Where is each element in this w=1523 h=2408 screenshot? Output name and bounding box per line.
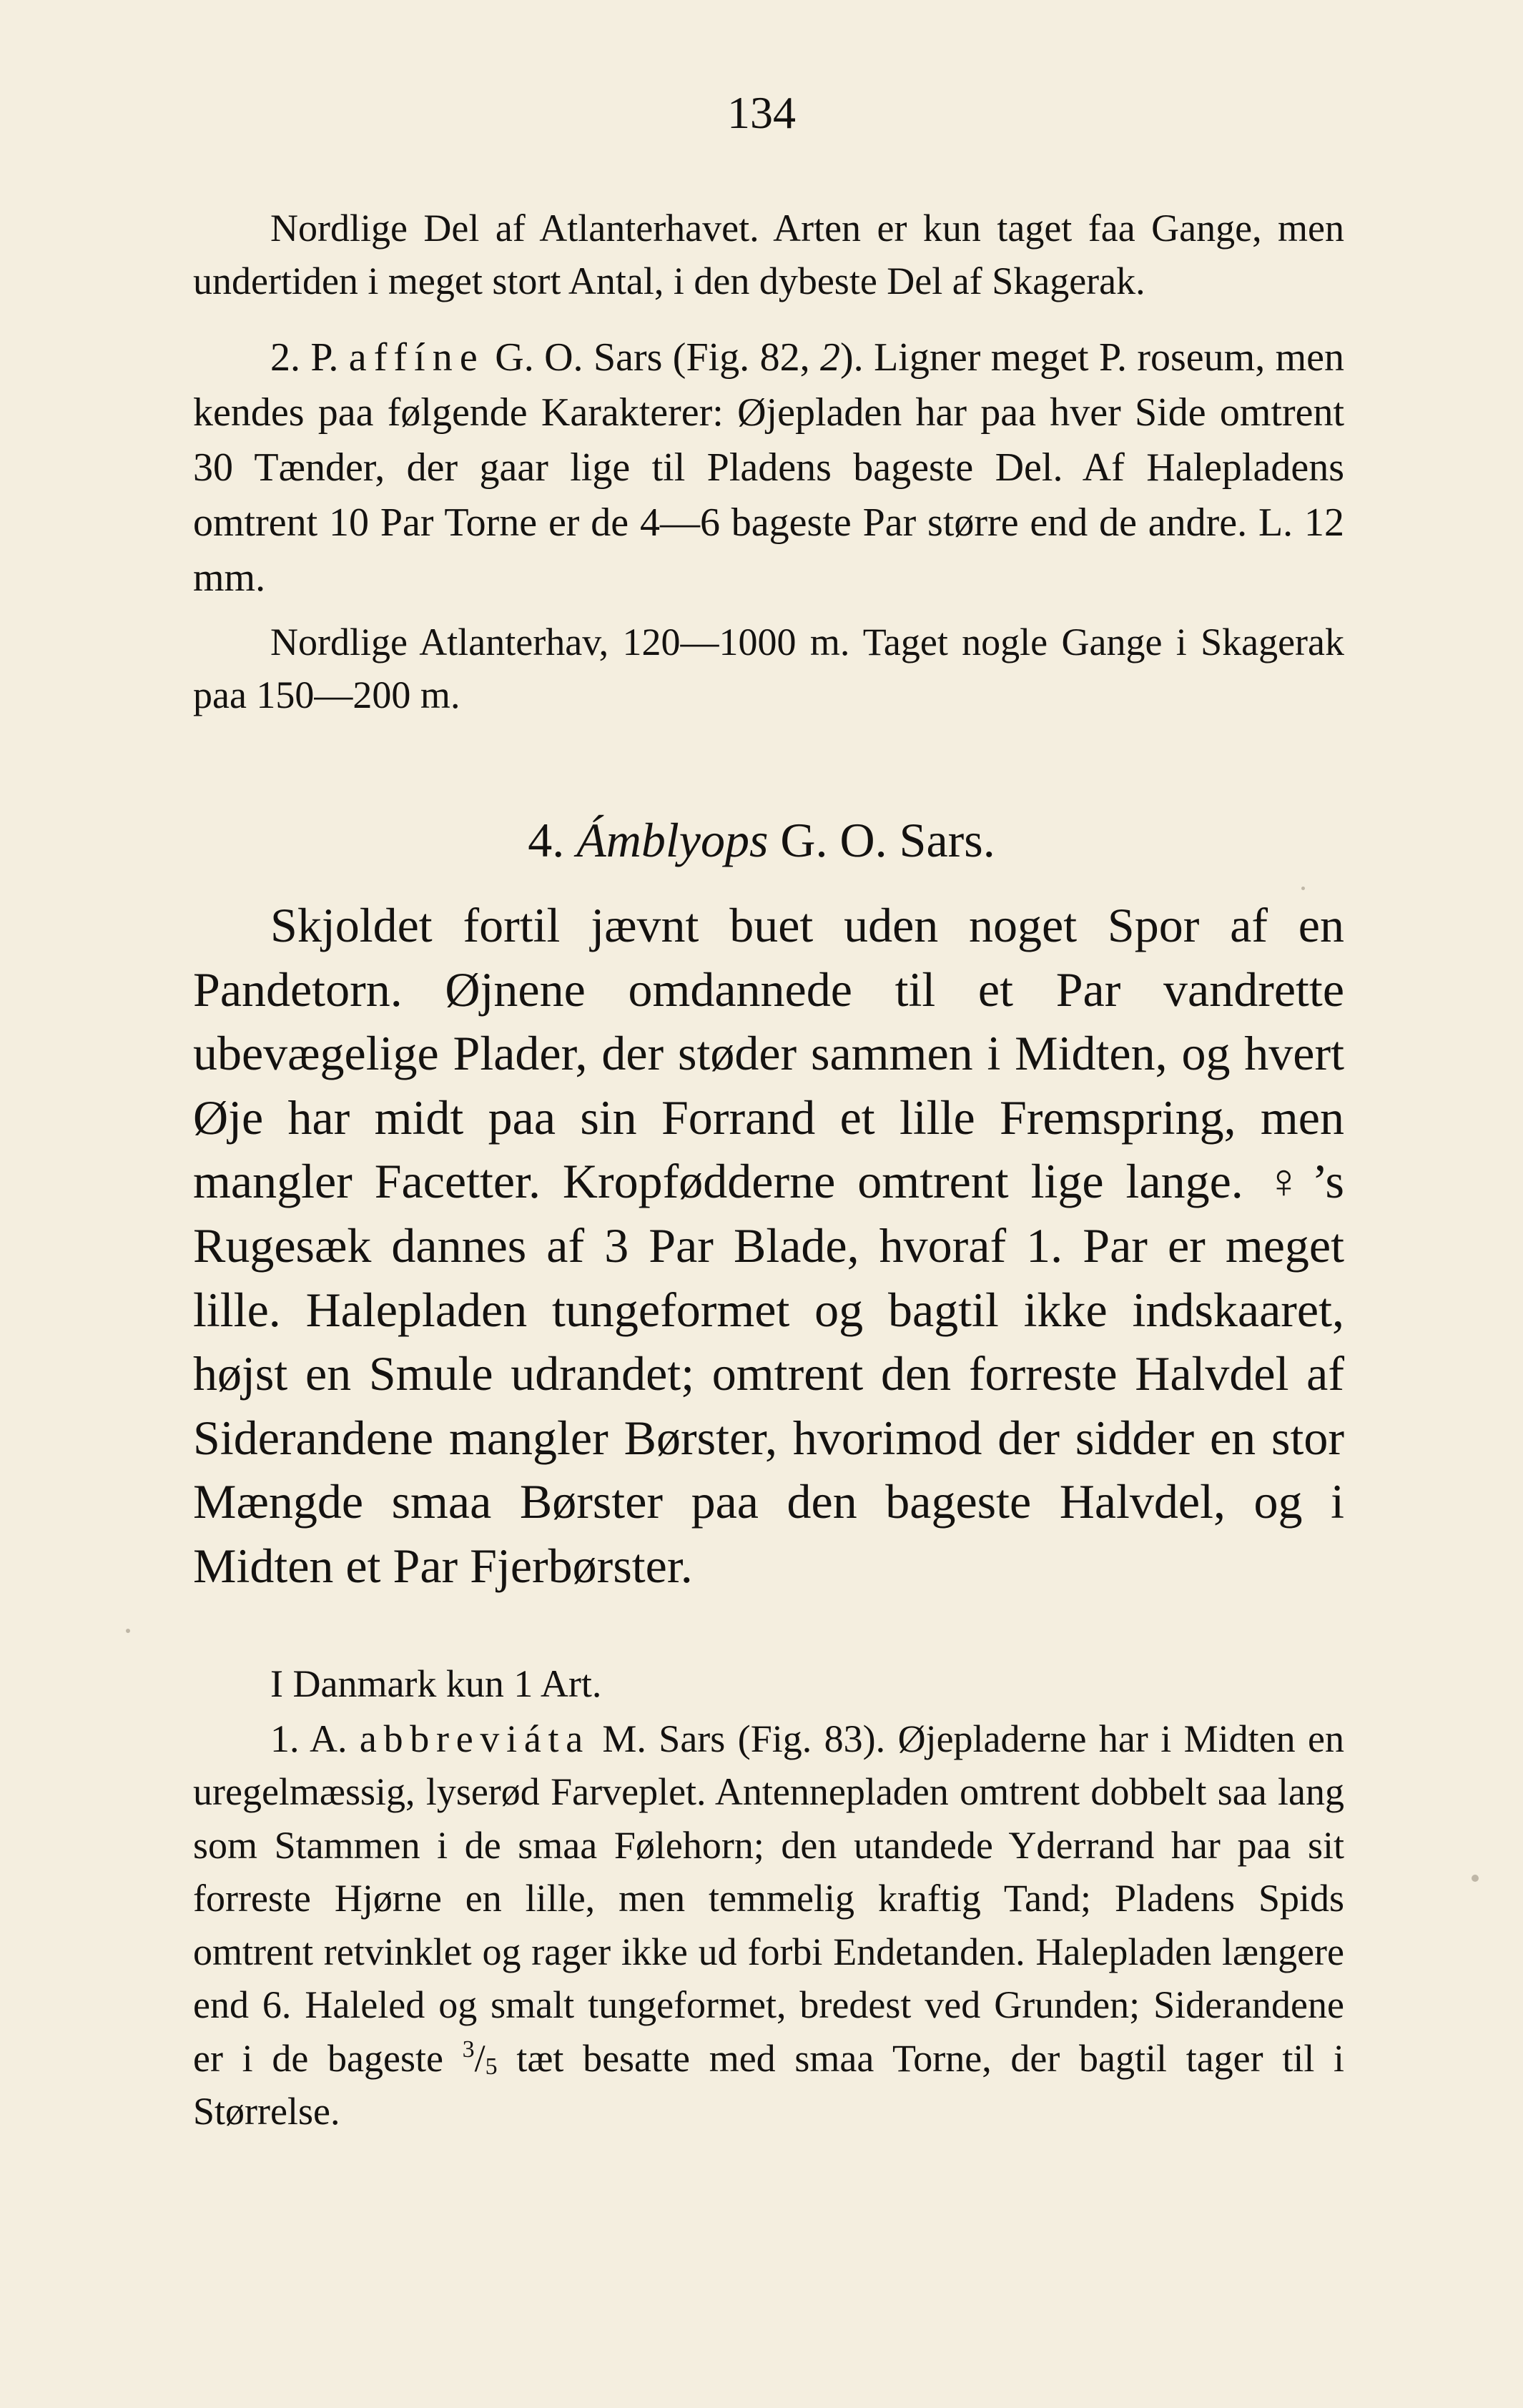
genus-number: 4. [528, 813, 565, 867]
paper-speck [126, 1629, 130, 1633]
abbreviata-genus-abbrev: A. [309, 1717, 348, 1760]
abbreviata-description-part1: Øjepladerne har i Midten en uregelmæssig, lyserød Farveplet. Antennepladen omtrent dobbelt saa lang som Stammen i de smaa Følehorn; den utandede Yderrand har paa sit forreste Hjørne en lille, men temmelig kraftig Tand; Pladens Spids omtrent retvinklet og rager ikke ud forbi Endetanden. Halepladen længere end 6. Haleled og smalt tungeformet, bredest ved Grunden; Siderandene er i de bageste [193, 1717, 1345, 2080]
roseum-distribution-block [193, 202, 1344, 307]
affine-fig-part: 2 [820, 335, 840, 380]
species-entry-affine [193, 330, 1344, 721]
species-count-note: I Danmark kun 1 Art. [270, 1662, 602, 1705]
female-symbol: ♀ [1265, 1154, 1312, 1209]
abbreviata-number: 1. [270, 1717, 300, 1760]
affine-species-name: affíne [348, 335, 485, 380]
genus-description-block [193, 894, 1344, 1599]
paper-speck [1301, 887, 1305, 890]
abbreviata-species-name: abbreviáta [359, 1717, 590, 1760]
paper-speck [1472, 1875, 1479, 1882]
affine-distribution: Nordlige Atlanterhav, 120—1000 m. Taget nogle Gange i Skagerak paa 150—200 m. [193, 621, 1344, 716]
species-entry-abbreviata [193, 1657, 1344, 2138]
affine-fig-close: ). [840, 335, 864, 380]
abbreviata-paragraph: 1. A. abbreviáta M. Sars (Fig. 83). Øjepladerne har i Midten en uregelmæssig, lyserød Farveplet. Antennepladen omtrent dobbelt saa lang som Stammen i de smaa Følehorn; den utandede Yderrand har paa sit forreste Hjørne en lille, men temmelig kraftig Tand; Pladens Spids omtrent retvinklet og rager ikke ud forbi Endetanden. Halepladen længere end 6. Haleled og smalt tungeformet, bredest ved Grunden; Siderandene er i de bageste $^3/_5$ tæt besatte med smaa Torne, der bagtil tager til i Størrelse. [193, 1717, 1345, 2133]
affine-genus-abbrev: P. [310, 335, 339, 380]
roseum-distribution-text: Nordlige Del af Atlanterhavet. Arten er kun taget faa Gange, men undertiden i meget stort Antal, i den dybeste Del af Skagerak. [193, 207, 1344, 302]
page-number: 134 [727, 87, 796, 138]
affine-author: G. O. Sars (Fig. 82, [495, 335, 810, 380]
genus-description [193, 894, 1344, 1599]
abbreviata-description-part2: tæt besatte med smaa Torne, der bagtil tager til i Størrelse. [193, 2036, 1345, 2133]
genus-name: Ámblyops [576, 813, 769, 867]
affine-number: 2. [270, 335, 300, 380]
fraction-denominator: 5 [485, 2053, 498, 2080]
abbreviata-author: M. Sars (Fig. 83). [602, 1717, 886, 1760]
fraction-numerator: 3 [462, 2036, 475, 2063]
affine-description: Ligner meget P. roseum, men kendes paa følgende Karakterer: Øjepladen har paa hver Side omtrent 30 Tænder, der gaar lige til Pladens bageste Del. Af Halepladens omtrent 10 Par Torne er de 4—6 bageste Par større end de andre. L. 12 mm. [193, 335, 1345, 600]
genus-author: G. O. Sars. [780, 813, 995, 867]
genus-description-part2: ’s Rugesæk dannes af 3 Par Blade, hvoraf 1. Par er meget lille. Halepladen tungeformet og bagtil ikke indskaaret, højst en Smule udrandet; omtrent den forreste Halvdel af Siderandene mangler Børster, hvorimod der sidder en stor Mængde smaa Børster paa den bageste Halvdel, og i Midten et Par Fjerbørster. [193, 1154, 1345, 1593]
genus-description-part1: Skjoldet fortil jævnt buet uden noget Spor af en Pandetorn. Øjnene omdannede til et Par vandrette ubevægelige Plader, der støder sammen i Midten, og hvert Øje har midt paa sin Forrand et lille Fremspring, men mangler Facetter. Kropfødderne omtrent lige lange. [193, 898, 1344, 1209]
genus-heading [0, 808, 1523, 872]
affine-paragraph [193, 330, 1344, 606]
